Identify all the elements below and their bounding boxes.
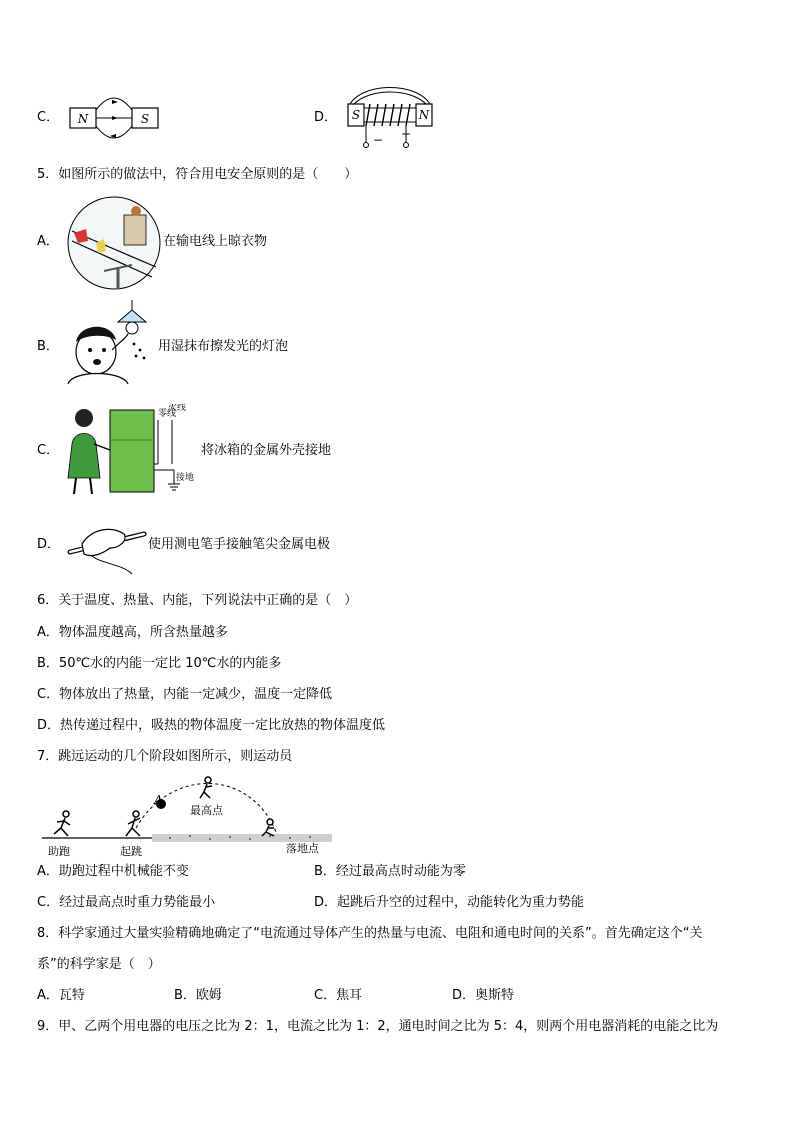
q4-option-d-solenoid-figure: [344, 82, 436, 154]
q7-option-a: A．助跑过程中机械能不变: [37, 864, 189, 879]
q5-option-b-figure: [62, 300, 158, 392]
q5-option-c-text: 将冰箱的金属外壳接地: [201, 443, 332, 458]
q6-option-d: D．热传递过程中，吸热的物体温度一定比放热的物体温度低: [37, 718, 386, 733]
q7-option-c: C．经过最高点时重力势能最小: [37, 895, 216, 910]
q8-option-c: C．焦耳: [314, 988, 363, 1003]
highest-point-label: 最高点: [190, 804, 223, 817]
q5-option-d-figure: [62, 514, 148, 576]
c-magnet-n-label: N: [77, 112, 89, 126]
q4-option-d-label: D．: [314, 110, 338, 125]
q5-option-a-label: A．: [37, 234, 59, 249]
fridge-ground-label: 接地: [176, 473, 194, 483]
q6-stem: 6．关于温度、热量、内能，下列说法中正确的是（ ）: [37, 593, 358, 608]
q5-option-a-text: 在输电线上晾衣物: [163, 234, 268, 249]
q6-option-a: A．物体温度越高，所含热量越多: [37, 625, 228, 640]
point-a-label: A: [154, 793, 163, 807]
q5-option-d-text: 使用测电笔手接触笔尖金属电极: [148, 537, 331, 552]
q9-stem: 9．甲、乙两个用电器的电压之比为 2：1，电流之比为 1：2，通电时间之比为 5：4，则两个用电器消耗的电能之比为: [37, 1019, 719, 1034]
q8-stem-line2: 系”的科学家是（ ）: [37, 957, 161, 972]
q5-option-c-figure: [66, 404, 194, 498]
fridge-neutral-label: 零线: [158, 409, 177, 419]
q8-stem-line1: 8．科学家通过大量实验精确地确定了“电流通过导体产生的热量与电流、电阻和通电时间的关系”。首先确定这个“关: [37, 926, 703, 941]
q6-option-c: C．物体放出了热量，内能一定减少，温度一定降低: [37, 687, 333, 702]
d-magnet-n-label: N: [418, 108, 430, 122]
q4-option-c-magnet-figure: [68, 96, 160, 140]
q5-option-d-label: D．: [37, 537, 61, 552]
q8-option-b: B．欧姆: [174, 988, 222, 1003]
takeoff-label: 起跳: [120, 845, 142, 858]
q7-option-b: B．经过最高点时动能为零: [314, 864, 466, 879]
run-up-label: 助跑: [48, 845, 70, 858]
c-magnet-s-label: S: [140, 112, 150, 126]
d-magnet-s-label: S: [351, 108, 361, 122]
q5-option-b-label: B．: [37, 339, 59, 354]
d-minus-label: −: [372, 133, 384, 147]
q7-long-jump-figure: [40, 768, 340, 860]
q5-option-a-figure: [66, 195, 162, 291]
q8-option-a: A．瓦特: [37, 988, 85, 1003]
q6-option-b: B．50℃水的内能一定比 10℃水的内能多: [37, 656, 282, 671]
q7-option-d: D．起跳后升空的过程中，动能转化为重力势能: [314, 895, 585, 910]
landing-label: 落地点: [286, 842, 319, 855]
q4-option-c-label: C．: [37, 110, 60, 125]
q8-option-d: D．奥斯特: [452, 988, 515, 1003]
q5-option-b-text: 用湿抹布擦发光的灯泡: [158, 339, 289, 354]
q7-stem: 7．跳远运动的几个阶段如图所示，则运动员: [37, 749, 293, 764]
fridge-live-label: 火线: [168, 404, 187, 413]
q5-stem: 5．如图所示的做法中，符合用电安全原则的是（ ）: [37, 167, 358, 182]
q5-option-c-label: C．: [37, 443, 60, 458]
d-plus-label: +: [400, 127, 412, 141]
